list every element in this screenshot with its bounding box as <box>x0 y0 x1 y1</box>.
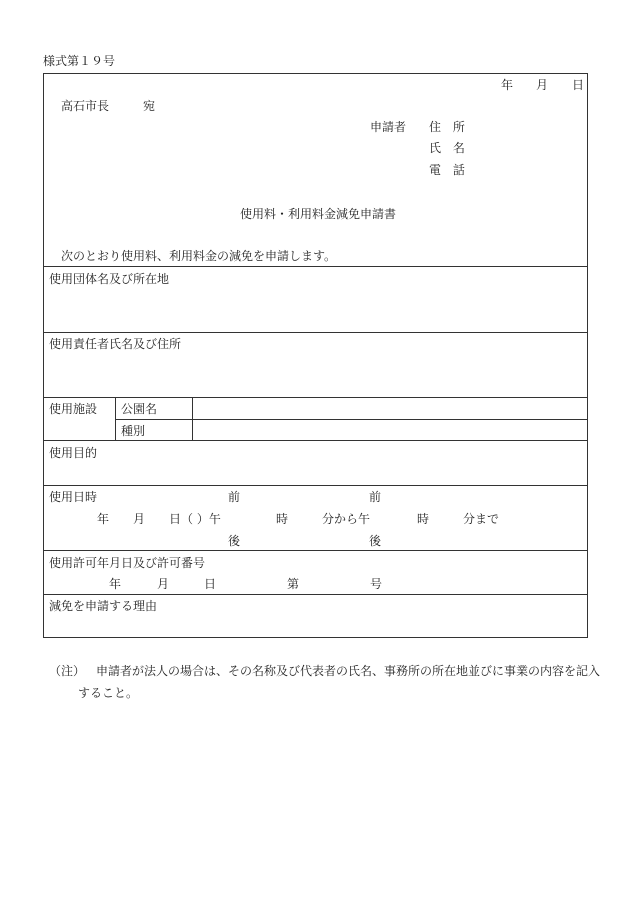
address-label: 住 所 <box>429 120 469 134</box>
datetime-from: 分から午 <box>322 512 371 526</box>
date-month: 月 <box>536 78 549 92</box>
divider <box>43 332 588 333</box>
facility-label: 使用施設 <box>49 402 98 416</box>
purpose-label: 使用目的 <box>49 446 98 460</box>
permit-no-prefix: 第 <box>287 577 300 591</box>
applicant-label: 申請者 <box>370 120 407 134</box>
note-line-2: すること。 <box>78 686 139 700</box>
note-marker: （注） <box>49 664 86 678</box>
permit-month: 月 <box>157 577 170 591</box>
datetime-hour: 時 <box>276 512 289 526</box>
group-name-label: 使用団体名及び所在地 <box>49 272 170 286</box>
date-day: 日 <box>572 78 585 92</box>
category-label: 種別 <box>121 424 146 438</box>
datetime-year: 年 <box>97 512 110 526</box>
permit-label: 使用許可年月日及び許可番号 <box>49 556 206 570</box>
purpose-field[interactable] <box>44 462 587 484</box>
divider <box>43 266 588 267</box>
park-name-label: 公園名 <box>121 402 158 416</box>
datetime-month: 月 <box>133 512 146 526</box>
divider <box>43 485 588 486</box>
form-title: 使用料・利用料金減免申請書 <box>240 207 397 221</box>
group-name-field[interactable] <box>44 288 587 331</box>
form-number: 様式第１９号 <box>43 54 116 68</box>
date-year: 年 <box>501 78 514 92</box>
note-line-1: 申請者が法人の場合は、その名称及び代表者の氏名、事務所の所在地並びに事業の内容を記入 <box>96 664 601 678</box>
permit-day: 日 <box>204 577 217 591</box>
permit-year: 年 <box>109 577 122 591</box>
park-name-field[interactable] <box>193 398 587 418</box>
datetime-until: 分まで <box>463 512 500 526</box>
datetime-hour-2: 時 <box>417 512 430 526</box>
divider <box>43 594 588 595</box>
datetime-am-1: 前 <box>228 490 241 504</box>
permit-no-suffix: 号 <box>370 577 383 591</box>
reason-label: 減免を申請する理由 <box>49 599 158 613</box>
datetime-label: 使用日時 <box>49 490 98 504</box>
datetime-pm-2: 後 <box>369 534 382 548</box>
divider <box>43 550 588 551</box>
phone-label: 電 話 <box>429 163 469 177</box>
intro-text: 次のとおり使用料、利用料金の減免を申請します。 <box>61 249 337 263</box>
addressee: 高石市長 <box>61 99 110 113</box>
datetime-pm-1: 後 <box>228 534 241 548</box>
responsible-person-label: 使用責任者氏名及び住所 <box>49 337 182 351</box>
category-field[interactable] <box>193 420 587 439</box>
divider <box>43 440 588 441</box>
addressee-suffix: 宛 <box>143 99 156 113</box>
responsible-person-field[interactable] <box>44 353 587 396</box>
divider <box>115 397 116 440</box>
datetime-am-2: 前 <box>369 490 382 504</box>
reason-field[interactable] <box>44 615 587 637</box>
name-label: 氏 名 <box>429 141 469 155</box>
datetime-day: 日（ ）午 <box>169 512 221 526</box>
